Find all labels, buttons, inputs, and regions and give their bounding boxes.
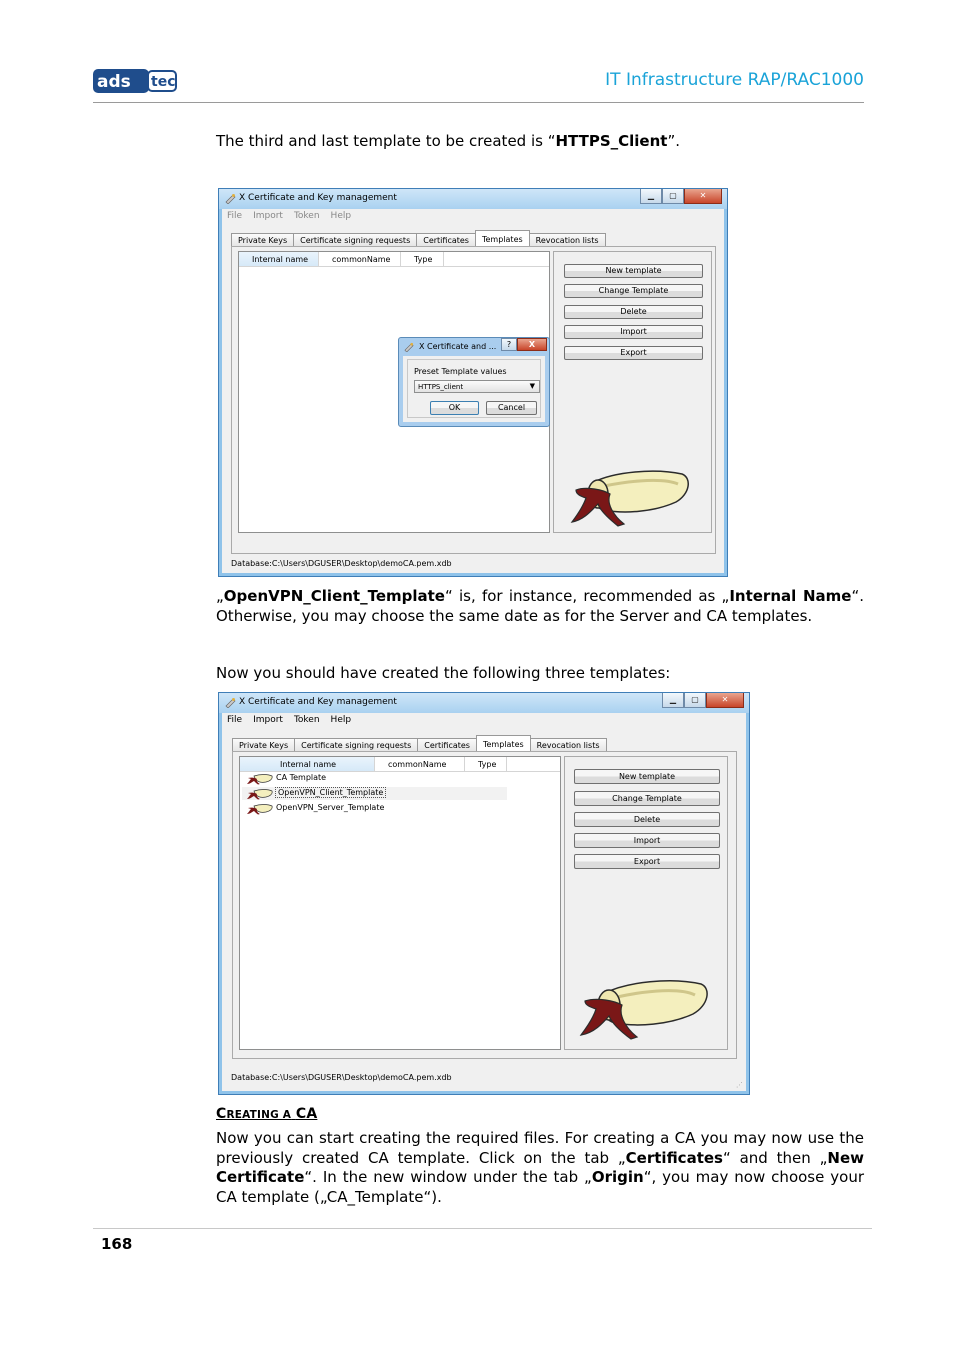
section-heading: CREATING A CA	[216, 1106, 318, 1122]
certificate-app-icon	[225, 193, 236, 204]
maximize-icon[interactable]: ▢	[684, 693, 706, 708]
menu-file[interactable]: File	[227, 715, 243, 725]
minimize-icon[interactable]: ▁	[640, 189, 662, 204]
import-button[interactable]: Import	[574, 833, 720, 848]
column-common-name[interactable]: commonName	[319, 252, 401, 266]
menu-import[interactable]: Import	[253, 715, 283, 725]
menu-bar	[227, 715, 362, 725]
window-title: X Certificate and Key management	[239, 193, 397, 203]
column-internal-name[interactable]: Internal name	[240, 757, 375, 771]
preset-select-value: HTTPS_client	[418, 383, 464, 391]
menu-token[interactable]: Token	[293, 715, 320, 725]
scroll-icon	[246, 788, 274, 800]
svg-text:ads: ads	[97, 72, 131, 92]
xca-window-2	[218, 692, 750, 1095]
creating-ca-paragraph: Now you can start creating the required files. For creating a CA you may now use the previously created CA template. Click on the tab „Certificates“ and then „New Certificate“. In the new window under the tab „Origin“, you may now choose your CA template („CA_Template“).	[216, 1129, 865, 1206]
tab-bar	[232, 738, 606, 751]
change-template-button[interactable]: Change Template	[564, 284, 703, 298]
preset-template-dialog	[398, 337, 550, 427]
tab-revocation-lists[interactable]: Revocation lists	[529, 233, 606, 246]
title-bar[interactable]	[219, 189, 727, 209]
adstec-logo	[93, 68, 177, 94]
close-icon[interactable]: ✕	[706, 693, 744, 708]
tab-private-keys[interactable]: Private Keys	[231, 233, 294, 246]
scroll-illustration	[564, 464, 694, 530]
template-list[interactable]	[239, 756, 561, 1050]
svg-text:tec: tec	[151, 74, 176, 90]
scroll-icon	[246, 803, 274, 815]
change-template-button[interactable]: Change Template	[574, 791, 720, 806]
menu-token[interactable]: Token	[293, 211, 320, 221]
internal-name-paragraph: „OpenVPN_Client_Template“ is, for instance, recommended as „Internal Name“. Otherwise, you may choose the same date as for the Server and CA templates.	[216, 587, 864, 625]
tab-templates[interactable]: Templates	[476, 735, 531, 751]
title-bar[interactable]	[219, 693, 749, 713]
chevron-down-icon: ▼	[529, 382, 535, 390]
menu-import[interactable]: Import	[253, 211, 283, 221]
button-column	[553, 251, 712, 533]
footer-rule	[93, 1228, 872, 1229]
menu-file[interactable]: File	[227, 211, 243, 221]
tab-csr[interactable]: Certificate signing requests	[294, 738, 418, 751]
tab-templates[interactable]: Templates	[475, 230, 530, 246]
list-header	[239, 252, 549, 267]
dialog-close-icon[interactable]: X	[517, 338, 547, 351]
help-icon[interactable]: ?	[501, 338, 517, 351]
column-type[interactable]: Type	[401, 252, 444, 266]
list-header	[240, 757, 560, 772]
cancel-button[interactable]: Cancel	[486, 401, 537, 415]
close-icon[interactable]: ✕	[684, 189, 722, 204]
window-body	[222, 713, 746, 1091]
preset-select[interactable]	[414, 380, 540, 393]
status-bar: Database:C:\Users\DGUSER\Desktop\demoCA.pem.xdb	[231, 559, 452, 568]
preset-label: Preset Template values	[414, 367, 507, 376]
resize-grip-icon[interactable]: ⋰	[736, 1081, 743, 1089]
dialog-body	[403, 356, 545, 422]
column-internal-name[interactable]: Internal name	[239, 252, 319, 266]
scroll-illustration	[573, 973, 713, 1043]
tab-csr[interactable]: Certificate signing requests	[293, 233, 417, 246]
delete-button[interactable]: Delete	[564, 305, 703, 319]
scroll-icon	[246, 773, 274, 785]
dialog-title-bar[interactable]	[399, 338, 549, 356]
header-rule	[93, 102, 864, 103]
certificate-app-icon	[404, 342, 414, 352]
list-item[interactable]: OpenVPN_Client_Template	[242, 787, 507, 800]
status-bar: Database:C:\Users\DGUSER\Desktop\demoCA.pem.xdb	[231, 1073, 452, 1082]
menu-bar	[227, 211, 362, 221]
import-button[interactable]: Import	[564, 325, 703, 339]
intro-paragraph: The third and last template to be created is “HTTPS_Client”.	[216, 132, 681, 150]
tab-certificates[interactable]: Certificates	[417, 738, 477, 751]
button-column	[564, 756, 728, 1050]
column-type[interactable]: Type	[465, 757, 507, 771]
tab-revocation-lists[interactable]: Revocation lists	[530, 738, 607, 751]
templates-panel	[232, 751, 737, 1059]
ok-button[interactable]: OK	[430, 401, 479, 415]
tab-private-keys[interactable]: Private Keys	[232, 738, 295, 751]
new-template-button[interactable]: New template	[574, 769, 720, 784]
minimize-icon[interactable]: ▁	[662, 693, 684, 708]
xca-window-1	[218, 188, 728, 577]
tab-bar	[231, 233, 605, 246]
delete-button[interactable]: Delete	[574, 812, 720, 827]
list-item[interactable]: OpenVPN_Server_Template	[242, 802, 507, 815]
export-button[interactable]: Export	[574, 854, 720, 869]
menu-help[interactable]: Help	[330, 211, 352, 221]
page-number: 168	[101, 1235, 133, 1253]
new-template-button[interactable]: New template	[564, 264, 703, 278]
tab-certificates[interactable]: Certificates	[416, 233, 476, 246]
maximize-icon[interactable]: ▢	[662, 189, 684, 204]
export-button[interactable]: Export	[564, 346, 703, 360]
three-templates-paragraph: Now you should have created the following three templates:	[216, 664, 671, 682]
window-title: X Certificate and Key management	[239, 697, 397, 707]
certificate-app-icon	[225, 697, 236, 708]
list-item[interactable]: CA Template	[242, 772, 507, 785]
document-title: IT Infrastructure RAP/RAC1000	[605, 70, 864, 90]
dialog-title: X Certificate and ...	[419, 342, 497, 351]
dialog-groupbox	[407, 359, 541, 418]
menu-help[interactable]: Help	[330, 715, 352, 725]
column-common-name[interactable]: commonName	[375, 757, 465, 771]
